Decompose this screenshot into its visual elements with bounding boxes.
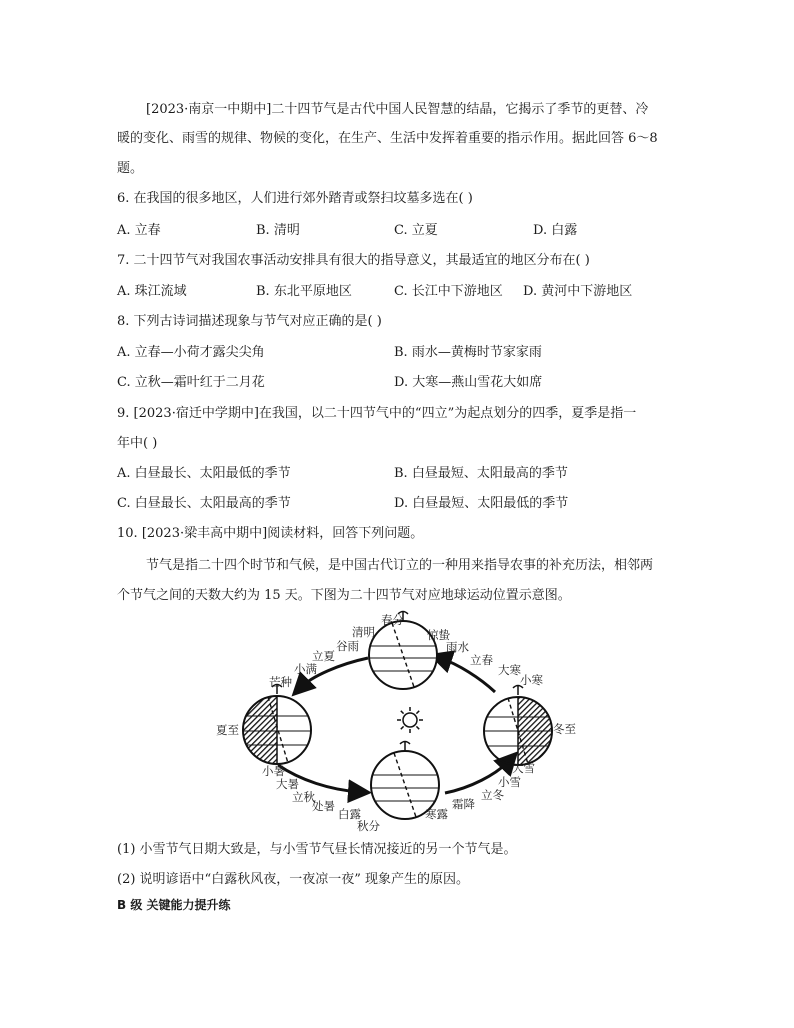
question-7-stem: 7. 二十四节气对我国农事活动安排具有很大的指导意义，其最适宜的地区分布在( ) [117,253,590,268]
source-tag: [2023·梁丰高中期中] [141,526,268,541]
material-line-1: 节气是指二十四个时节和气候，是中国古代订立的一种用来指导农事的补充历法，相邻两 [146,558,654,573]
sun-icon [397,707,423,733]
term-label: 白露 [338,807,361,821]
q10-sub-2: (2) 说明谚语中“白露秋风夜，一夜凉一夜” 现象产生的原因。 [117,872,469,887]
question-9-line-2: 年中( ) [117,436,158,451]
q9-option-b: B. 白昼最短、太阳最高的季节 [394,466,568,481]
q10-sub-1: (1) 小雪节气日期大致是，与小雪节气昼长情况接近的另一个节气是。 [117,842,517,857]
q9-option-c: C. 白昼最长、太阳最高的季节 [117,496,291,511]
q7-option-b: B. 东北平原地区 [256,284,352,299]
term-label: 小暑 [262,764,285,778]
intro-line-3: 题。 [117,161,144,176]
term-label: 小雪 [498,775,521,789]
intro-line-2: 暖的变化、雨雪的规律、物候的变化，在生产、生活中发挥着重要的指示作用。据此回答 6～8 [117,131,658,146]
globe-winter-solstice [484,686,552,766]
q8-option-a: A. 立春—小荷才露尖尖角 [117,345,265,360]
q6-option-b: B. 清明 [256,223,300,238]
source-tag: [2023·宿迁中学期中] [133,406,259,421]
q6-option-a: A. 立春 [117,223,161,238]
q9-option-d: D. 白昼最短、太阳最低的季节 [394,496,569,511]
term-label: 小寒 [520,673,543,687]
term-label: 大雪 [512,761,535,775]
term-label: 大寒 [498,663,521,677]
term-label: 处暑 [312,799,335,813]
term-label: 立秋 [292,790,315,804]
question-6-stem: 6. 在我国的很多地区，人们进行郊外踏青或祭扫坟墓多选在( ) [117,191,473,206]
term-label: 春分 [381,613,404,627]
q7-option-d: D. 黄河中下游地区 [523,284,633,299]
term-label: 雨水 [446,640,469,654]
term-label: 芒种 [269,675,292,689]
globe-summer-solstice [243,685,311,765]
term-label: 小满 [294,662,317,676]
term-label: 大暑 [276,777,299,791]
q8-option-c: C. 立秋—霜叶红于二月花 [117,375,265,390]
term-label: 谷雨 [336,639,359,653]
term-label: 霜降 [452,797,475,811]
source-tag: [2023·南京一中期中] [146,102,272,117]
term-label: 立春 [470,653,493,667]
term-label: 清明 [352,625,375,639]
q7-option-c: C. 长江中下游地区 [394,284,503,299]
material-line-2: 个节气之间的天数大约为 15 天。下图为二十四节气对应地球运动位置示意图。 [117,588,571,603]
intro-line-1: [2023·南京一中期中]二十四节气是古代中国人民智慧的结晶，它揭示了季节的更替、冷 [146,102,649,117]
term-label: 寒露 [425,807,448,821]
q9-option-a: A. 白昼最长、太阳最低的季节 [117,466,291,481]
question-10-stem: 10. [2023·梁丰高中期中]阅读材料，回答下列问题。 [117,526,424,541]
q8-option-d: D. 大寒—燕山雪花大如席 [394,375,543,390]
q8-option-b: B. 雨水—黄梅时节家家雨 [394,345,542,360]
question-9-line-1: 9. [2023·宿迁中学期中]在我国，以二十四节气中的“四立”为起点划分的四季，夏季是指一 [117,406,637,421]
q7-option-a: A. 珠江流域 [117,284,187,299]
term-label: 秋分 [357,819,380,833]
q6-option-d: D. 白露 [533,223,578,238]
term-label: 惊蛰 [427,628,450,642]
term-label: 冬至 [553,722,576,736]
term-label: 立冬 [481,788,504,802]
section-b-heading: B 级 关键能力提升练 [117,898,231,912]
q6-option-c: C. 立夏 [394,223,438,238]
term-label: 立夏 [312,649,335,663]
question-8-stem: 8. 下列古诗词描述现象与节气对应正确的是( ) [117,314,382,329]
term-label: 夏至 [216,723,239,737]
